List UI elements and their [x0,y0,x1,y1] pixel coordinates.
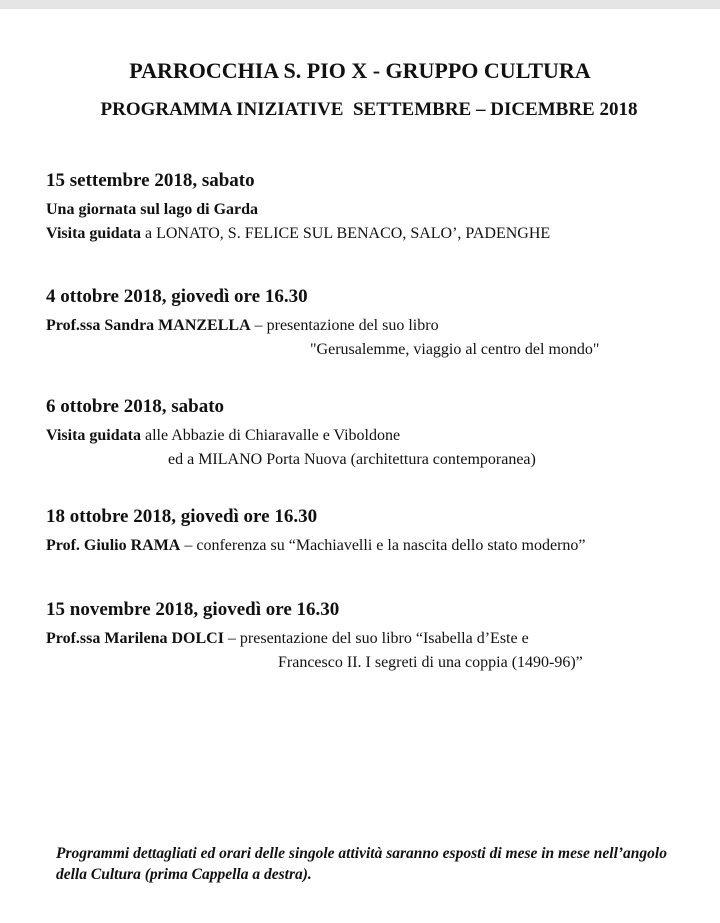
event-item [46,169,706,246]
event-speaker [46,314,706,338]
event-speaker-name: Prof.ssa Marilena DOLCI [46,630,224,647]
event-details-bold: Visita guidata [46,427,141,444]
event-date: 18 ottobre 2018, giovedì ore 16.30 [46,506,318,527]
event-details [46,424,706,448]
event-date: 15 settembre 2018, sabato [46,170,255,191]
event-item [46,285,706,362]
page-subtitle: PROGRAMMA INIZIATIVE SETTEMBRE – DICEMBRE 2018 [100,99,638,120]
event-item [46,598,706,675]
event-speaker-text: – presentazione del suo libro “Isabella d’Este e [223,630,529,647]
event-speaker-text: – conferenza su “Machiavelli e la nascita dello stato moderno” [180,537,586,554]
event-date: 15 novembre 2018, giovedì ore 16.30 [46,599,340,620]
event-speaker-text: – presentazione del suo libro [250,317,439,334]
event-item [46,505,706,558]
event-speaker [46,534,706,558]
event-book-title: "Gerusalemme, viaggio al centro del mondo" [310,341,600,358]
event-details-continued: ed a MILANO Porta Nuova (architettura contemporanea) [168,451,536,468]
event-details-bold: Visita guidata [46,225,141,242]
event-book-title: Francesco II. I segreti di una coppia (1490-96)” [278,654,583,671]
event-description: Una giornata sul lago di Garda [46,201,259,218]
event-speaker-name: Prof.ssa Sandra MANZELLA [46,317,251,334]
event-speaker-name: Prof. Giulio RAMA [46,537,181,554]
event-speaker [46,627,706,651]
footer-note: Programmi dettagliati ed orari delle singole attività saranno esposti di mese in mese nell’angolo della Cultura (prima Cappella a destra). [56,845,667,883]
event-details [46,222,706,246]
event-details-text: a LONATO, S. FELICE SUL BENACO, SALO’, PADENGHE [140,225,551,242]
event-date: 6 ottobre 2018, sabato [46,396,225,417]
event-date: 4 ottobre 2018, giovedì ore 16.30 [46,286,308,307]
event-details-text: alle Abbazie di Chiaravalle e Viboldone [140,427,401,444]
event-item [46,395,706,472]
page-title: PARROCCHIA S. PIO X - GRUPPO CULTURA [129,58,591,83]
